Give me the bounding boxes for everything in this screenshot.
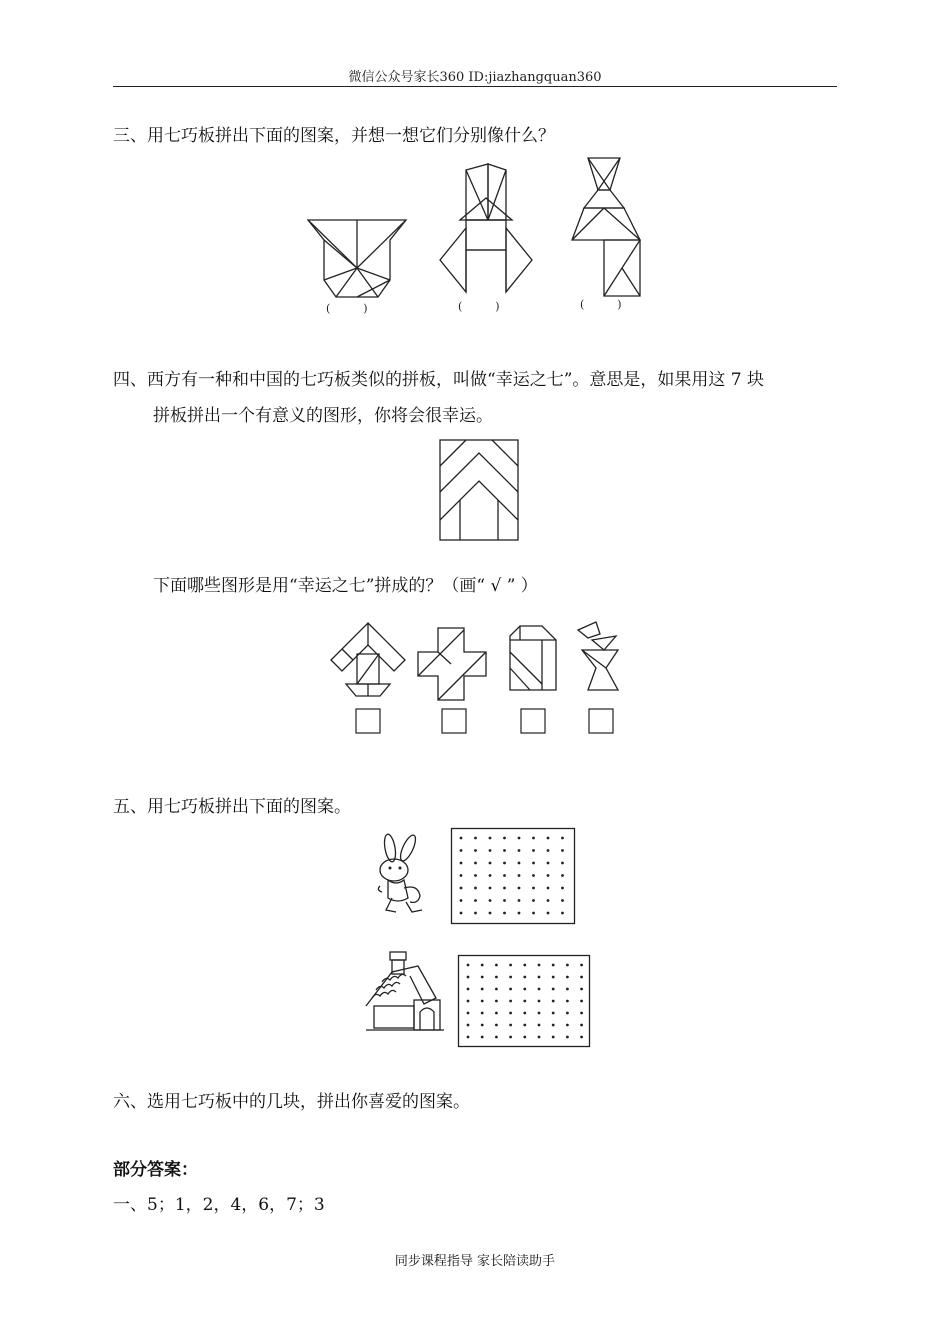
- question-4-sub: 下面哪些图形是用“幸运之七”拼成的？（画“ √ ” ）: [153, 576, 538, 596]
- grid-dot: [474, 849, 477, 852]
- question-3-text: 三、用七巧板拼出下面的图案，并想一想它们分别像什么？: [113, 126, 555, 146]
- grid-dot: [566, 1000, 569, 1003]
- grid-dot: [503, 862, 506, 865]
- grid-dot: [561, 899, 564, 902]
- grid-dot: [467, 1036, 470, 1039]
- grid-dot: [523, 988, 526, 991]
- option-figure-4: [578, 622, 618, 690]
- dot-grid-2[interactable]: [458, 955, 590, 1047]
- grid-dot: [503, 899, 506, 902]
- option-figure-1: [331, 623, 405, 696]
- grid-dot: [538, 1024, 541, 1027]
- grid-dot: [547, 899, 550, 902]
- grid-dot: [509, 964, 512, 967]
- grid-dot: [523, 1012, 526, 1015]
- grid-dot: [561, 874, 564, 877]
- grid-dot: [566, 1012, 569, 1015]
- grid-dot: [547, 849, 550, 852]
- grid-dot: [489, 912, 492, 915]
- grid-dot: [474, 874, 477, 877]
- grid-dot: [580, 1000, 583, 1003]
- grid-dot: [489, 887, 492, 890]
- grid-dot: [547, 912, 550, 915]
- rabbit-picture: [368, 832, 438, 918]
- grid-dot: [566, 1036, 569, 1039]
- grid-dot: [460, 887, 463, 890]
- answer-slot-3[interactable]: ( ): [580, 298, 622, 311]
- grid-dot: [495, 1024, 498, 1027]
- grid-dot: [474, 862, 477, 865]
- grid-dot: [532, 887, 535, 890]
- header-rule: [113, 86, 837, 87]
- grid-dot: [467, 964, 470, 967]
- grid-dot: [489, 849, 492, 852]
- grid-dot: [547, 862, 550, 865]
- option-figure-2: [418, 628, 486, 700]
- grid-dot: [489, 874, 492, 877]
- answers-title: 部分答案：: [113, 1160, 198, 1180]
- grid-dot: [580, 964, 583, 967]
- grid-dot: [474, 887, 477, 890]
- answer-slot-2[interactable]: ( ): [458, 300, 500, 313]
- grid-dot: [460, 862, 463, 865]
- grid-dot: [532, 862, 535, 865]
- grid-dot: [467, 988, 470, 991]
- option-checkbox-4[interactable]: [589, 709, 613, 733]
- tangram-figures-q3: [300, 150, 650, 320]
- grid-dot: [532, 837, 535, 840]
- grid-dot: [509, 1012, 512, 1015]
- grid-dot: [481, 1012, 484, 1015]
- grid-dot: [538, 976, 541, 979]
- grid-dot: [580, 988, 583, 991]
- grid-dot: [481, 976, 484, 979]
- question-4-line2: 拼板拼出一个有意义的图形，你将会很幸运。: [153, 406, 493, 426]
- option-checkbox-3[interactable]: [521, 709, 545, 733]
- grid-dot: [552, 988, 555, 991]
- grid-dot: [467, 1024, 470, 1027]
- answer-slot-1[interactable]: ( ): [326, 302, 368, 315]
- grid-dot: [552, 1000, 555, 1003]
- grid-dot: [523, 1036, 526, 1039]
- grid-dot: [503, 887, 506, 890]
- grid-dot: [580, 1024, 583, 1027]
- grid-dot: [474, 899, 477, 902]
- grid-dot: [481, 964, 484, 967]
- dot-grid-1[interactable]: [451, 828, 575, 924]
- grid-dot: [538, 964, 541, 967]
- grid-dot: [509, 1024, 512, 1027]
- grid-dot: [518, 874, 521, 877]
- grid-dot: [460, 837, 463, 840]
- grid-dot: [561, 837, 564, 840]
- grid-dot: [518, 899, 521, 902]
- page-footer: 同步课程指导 家长陪读助手: [394, 1254, 556, 1269]
- grid-dot: [474, 912, 477, 915]
- grid-dot: [495, 1036, 498, 1039]
- grid-dot: [523, 976, 526, 979]
- grid-dot: [474, 837, 477, 840]
- question-5-text: 五、用七巧板拼出下面的图案。: [113, 797, 351, 817]
- tangram-figure-1: [308, 220, 406, 297]
- grid-dot: [566, 988, 569, 991]
- grid-dot: [552, 1036, 555, 1039]
- page-header: 微信公众号家长360 ID:jiazhangquan360: [348, 70, 602, 85]
- lucky-seven-options: [330, 618, 630, 738]
- grid-dot: [518, 887, 521, 890]
- grid-dot: [495, 1000, 498, 1003]
- grid-dot: [495, 976, 498, 979]
- grid-dot: [460, 874, 463, 877]
- grid-dot: [523, 1000, 526, 1003]
- grid-dot: [489, 837, 492, 840]
- grid-dot: [566, 976, 569, 979]
- grid-dot: [481, 988, 484, 991]
- option-checkbox-1[interactable]: [356, 709, 380, 733]
- grid-dot: [467, 1000, 470, 1003]
- grid-dot: [532, 912, 535, 915]
- house-picture: [362, 946, 446, 1036]
- grid-dot: [481, 1036, 484, 1039]
- grid-dot: [552, 1012, 555, 1015]
- grid-dot: [467, 1012, 470, 1015]
- question-6-text: 六、选用七巧板中的几块，拼出你喜爱的图案。: [113, 1092, 470, 1112]
- grid-dot: [523, 1024, 526, 1027]
- grid-dot: [547, 874, 550, 877]
- grid-dot: [566, 964, 569, 967]
- grid-dot: [523, 964, 526, 967]
- grid-dot: [460, 912, 463, 915]
- grid-dot: [467, 976, 470, 979]
- grid-dot: [538, 1000, 541, 1003]
- lucky-seven-square: [440, 440, 520, 540]
- grid-dot: [481, 1000, 484, 1003]
- grid-dot: [503, 849, 506, 852]
- option-figure-3: [510, 626, 556, 690]
- grid-dot: [547, 837, 550, 840]
- grid-dot: [518, 837, 521, 840]
- grid-dot: [489, 899, 492, 902]
- grid-dot: [538, 1012, 541, 1015]
- grid-dot: [509, 976, 512, 979]
- option-checkbox-2[interactable]: [442, 709, 466, 733]
- grid-dot: [547, 887, 550, 890]
- grid-dot: [561, 862, 564, 865]
- answers-line1: 一、5；1，2，4，6，7；3: [113, 1195, 325, 1215]
- grid-dot: [509, 988, 512, 991]
- question-4-line1: 四、西方有一种和中国的七巧板类似的拼板，叫做“幸运之七”。意思是，如果用这 7 块: [113, 370, 765, 390]
- grid-dot: [460, 849, 463, 852]
- tangram-figure-3: [572, 158, 640, 296]
- grid-dot: [518, 912, 521, 915]
- grid-dot: [532, 899, 535, 902]
- grid-dot: [580, 1036, 583, 1039]
- grid-dot: [518, 849, 521, 852]
- grid-dot: [495, 1012, 498, 1015]
- grid-dot: [532, 874, 535, 877]
- grid-dot: [495, 964, 498, 967]
- grid-dot: [538, 1036, 541, 1039]
- grid-dot: [518, 862, 521, 865]
- grid-dot: [509, 1036, 512, 1039]
- grid-dot: [532, 849, 535, 852]
- grid-dot: [561, 849, 564, 852]
- grid-dot: [580, 976, 583, 979]
- grid-dot: [503, 912, 506, 915]
- grid-dot: [538, 988, 541, 991]
- grid-dot: [503, 874, 506, 877]
- grid-dot: [495, 988, 498, 991]
- grid-dot: [552, 976, 555, 979]
- grid-dot: [481, 1024, 484, 1027]
- grid-dot: [561, 912, 564, 915]
- tangram-figure-2: [440, 164, 532, 292]
- grid-dot: [552, 1024, 555, 1027]
- grid-dot: [460, 899, 463, 902]
- grid-dot: [561, 887, 564, 890]
- grid-dot: [503, 837, 506, 840]
- grid-dot: [509, 1000, 512, 1003]
- grid-dot: [489, 862, 492, 865]
- grid-dot: [580, 1012, 583, 1015]
- grid-dot: [566, 1024, 569, 1027]
- grid-dot: [552, 964, 555, 967]
